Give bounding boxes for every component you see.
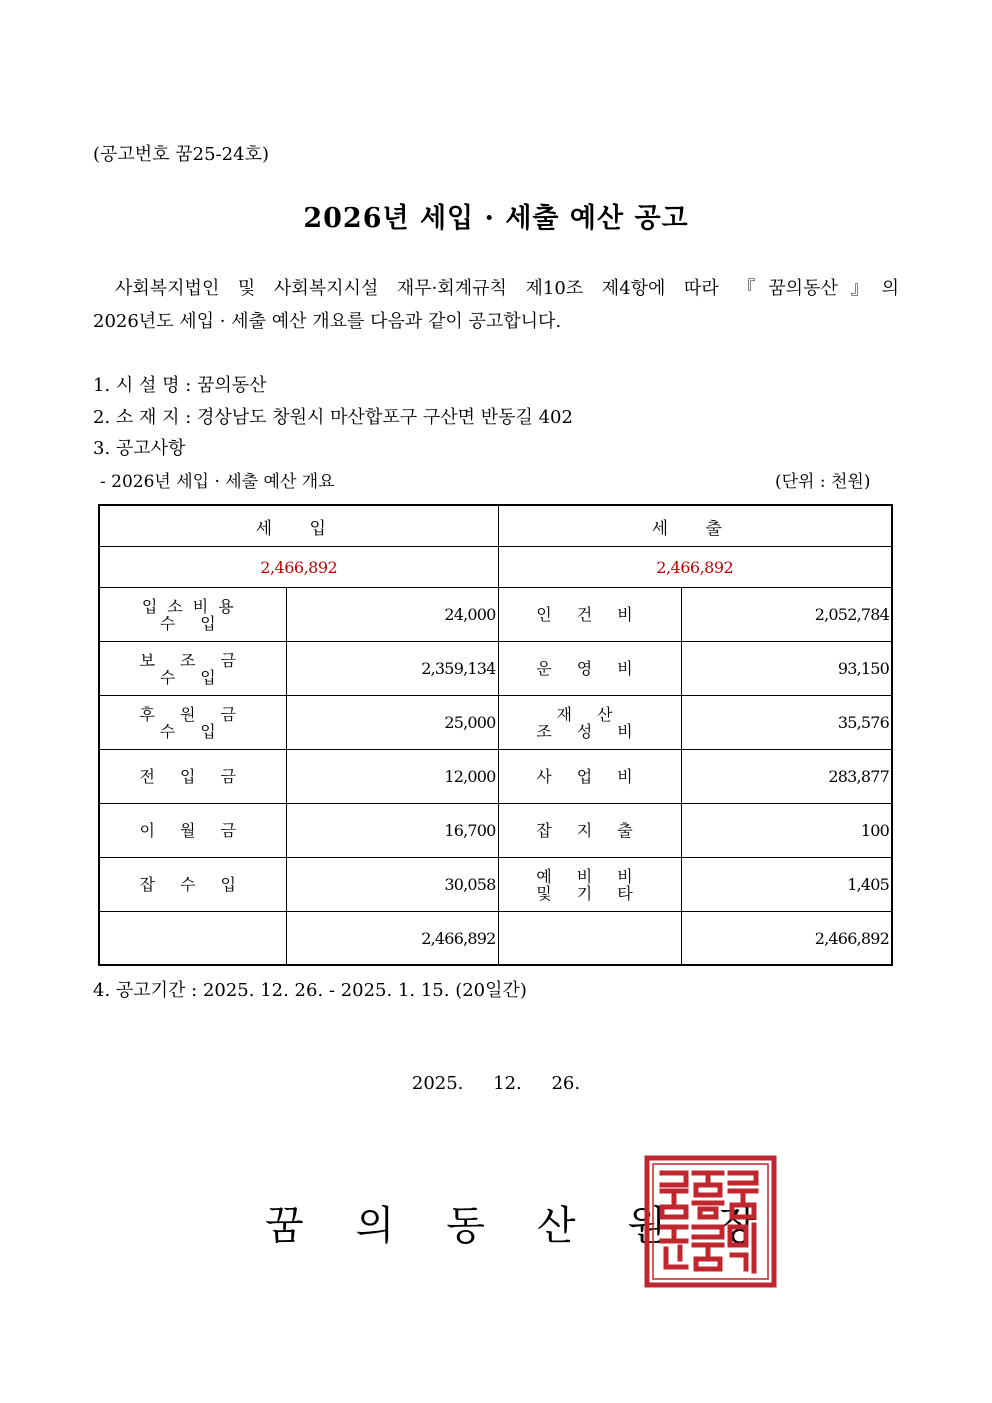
table-header-row [99,505,892,547]
revenue-label [99,804,286,858]
table-sum-row [99,912,892,966]
table-row [99,858,892,912]
expense-sum-value: 2,466,892 [681,912,892,966]
revenue-total: 2,466,892 [99,547,498,588]
revenue-label-line1: 잡 수 입 [139,875,247,894]
table-row [99,750,892,804]
expense-label-line2: 및 기 타 [536,883,643,903]
revenue-label-line1: 전 입 금 [139,767,247,786]
intro-line-2: 2026년도 세입 · 세출 예산 개요를 다음과 같이 공고합니다. [93,311,562,332]
revenue-header: 세 입 [99,505,498,547]
table-total-row [99,547,892,588]
official-seal-icon [644,1155,777,1288]
expense-label-line1: 잡 지 출 [536,821,643,840]
page-title: 2026년 세입 · 세출 예산 공고 [303,203,689,234]
revenue-value: 24,000 [286,588,498,642]
facility-location: 2. 소 재 지 : 경상남도 창원시 마산합포구 구산면 반동길 402 [93,407,573,428]
expense-label-line1: 운 영 비 [536,659,643,678]
expense-label [498,588,681,642]
budget-summary-heading: - 2026년 세입 · 세출 예산 개요 [100,472,335,492]
expense-label [498,696,681,750]
expense-label-line1: 예 비 비 [536,866,643,886]
notice-period: 4. 공고기간 : 2025. 12. 26. - 2025. 1. 15. (20일간) [93,980,527,1001]
expense-header: 세 출 [498,505,892,547]
notice-number: (공고번호 꿈25-24호) [93,144,269,165]
expense-label-line1: 재 산 [556,704,623,724]
expense-label-line1: 인 건 비 [536,605,643,624]
expense-label-line2: 조 성 비 [536,721,643,741]
expense-sum-label [498,912,681,966]
table-row [99,804,892,858]
revenue-label [99,750,286,804]
expense-label [498,858,681,912]
notice-items-heading: 3. 공고사항 [93,438,186,459]
expense-label [498,804,681,858]
revenue-value: 16,700 [286,804,498,858]
revenue-sum-label [99,912,286,966]
revenue-label [99,858,286,912]
revenue-label-line1: 보 조 금 [139,650,247,670]
revenue-label-line2: 수 입 [159,667,226,687]
unit-label: (단위 : 천원) [775,472,871,492]
revenue-label [99,588,286,642]
organization-name: 꿈의동산원장 [265,1203,809,1249]
facility-name: 1. 시 설 명 : 꿈의동산 [93,375,267,396]
expense-label-line1: 사 업 비 [536,767,643,786]
expense-value: 93,150 [681,642,892,696]
revenue-label [99,642,286,696]
revenue-value: 25,000 [286,696,498,750]
notice-date: 2025. 12. 26. [411,1073,581,1094]
revenue-label [99,696,286,750]
expense-value: 1,405 [681,858,892,912]
revenue-sum-value: 2,466,892 [286,912,498,966]
revenue-label-line1: 이 월 금 [139,821,247,840]
expense-label [498,642,681,696]
expense-value: 35,576 [681,696,892,750]
table-row [99,642,892,696]
revenue-value: 12,000 [286,750,498,804]
revenue-label-line1: 후 원 금 [139,704,247,724]
expense-label [498,750,681,804]
intro-line-1: 사회복지법인 및 사회복지시설 재무·회계규칙 제10조 제4항에 따라 『꿈의동산』의 [115,278,899,299]
revenue-label-line1: 입소비용 [141,596,244,616]
expense-value: 100 [681,804,892,858]
expense-total: 2,466,892 [498,547,892,588]
budget-table [98,504,893,966]
table-row [99,696,892,750]
expense-value: 2,052,784 [681,588,892,642]
expense-value: 283,877 [681,750,892,804]
intro-paragraph [93,272,899,338]
revenue-value: 2,359,134 [286,642,498,696]
revenue-value: 30,058 [286,858,498,912]
table-row [99,588,892,642]
revenue-label-line2: 수 입 [159,613,226,633]
revenue-label-line2: 수 입 [159,721,226,741]
